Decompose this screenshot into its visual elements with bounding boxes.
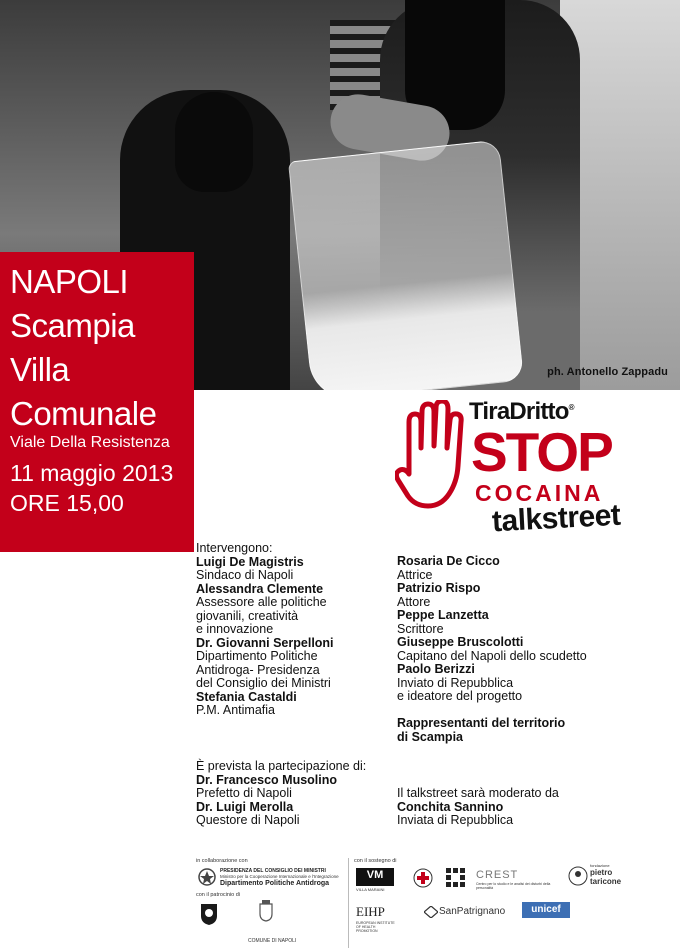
- speaker-role: Attore: [397, 594, 431, 609]
- pietro-label: fondazione: [590, 863, 610, 868]
- speaker-name: Giuseppe Bruscolotti: [397, 635, 524, 649]
- dipartimento-text: Dipartimento Politiche Antidroga: [220, 880, 330, 887]
- red-cross-icon: [413, 868, 433, 888]
- speaker-role: Dipartimento Politiche: [196, 649, 318, 663]
- ministro-text: Ministro per la Cooperazione Internazionale e l'Integrazione: [220, 874, 339, 879]
- region-crest-icon: [200, 902, 218, 926]
- moderator-name: Conchita Sannino: [397, 799, 504, 814]
- participant-name: Dr. Luigi Merolla: [196, 799, 294, 814]
- napoli-crest-icon: [258, 900, 274, 922]
- speaker-name: Paolo Berizzi: [397, 662, 475, 676]
- event-street: Viale Della Resistenza: [10, 434, 170, 451]
- italian-emblem-icon: [198, 868, 216, 886]
- location-line: Comunale: [10, 395, 157, 432]
- participation-intro: È prevista la partecipazione di:: [196, 759, 367, 773]
- villa-maraini-text: VILLA MARAINI: [356, 887, 385, 892]
- logo-talkstreet: talkstreet: [491, 498, 622, 539]
- pietro-taricone-icon: [568, 866, 588, 886]
- speaker-role: P.M. Antimafia: [196, 703, 275, 717]
- taricone-text: taricone: [590, 877, 622, 886]
- speaker-name: Peppe Lanzetta: [397, 608, 489, 622]
- crest-logo: CREST: [476, 869, 519, 881]
- presidenza-text: PRESIDENZA DEL CONSIGLIO DEI MINISTRI: [220, 868, 326, 874]
- moderator-role: Inviata di Repubblica: [397, 813, 514, 827]
- participant-role: Questore di Napoli: [196, 813, 300, 827]
- eihp-logo: EIHP: [356, 904, 385, 919]
- speaker-role: Capitano del Napoli dello scudetto: [397, 648, 587, 663]
- territory-line: Rappresentanti del territorio: [397, 716, 566, 730]
- speakers-intro: Intervengono:: [196, 541, 273, 555]
- participation: [196, 760, 366, 828]
- crest-sub: Centro per lo studio e le analisi dei disturbi della personalità: [476, 882, 551, 890]
- speaker-name: Dr. Giovanni Serpelloni: [196, 635, 334, 650]
- comune-text: COMUNE DI NAPOLI: [248, 938, 297, 944]
- moderation-intro: Il talkstreet sarà moderato da: [397, 786, 559, 800]
- event-date: 11 maggio 2013: [10, 460, 174, 486]
- footer-divider: [348, 858, 349, 948]
- hand-icon: [395, 400, 471, 512]
- sostegno-label: con il sostegno di: [354, 858, 397, 864]
- participant-role: Prefetto di Napoli: [196, 786, 292, 800]
- event-location: [10, 260, 156, 436]
- pietro-text: pietro: [590, 868, 613, 877]
- speaker-role: e ideatore del progetto: [397, 689, 523, 703]
- logo-stop: STOP: [471, 421, 612, 483]
- participant-name: Dr. Francesco Musolino: [196, 772, 338, 787]
- photo-credit: ph. Antonello Zappadu: [547, 366, 668, 378]
- eihp-sub: EUROPEAN INSTITUTE OF HEALTH PROMOTION: [356, 921, 395, 933]
- villa-maraini-logo: VM: [356, 868, 394, 886]
- speaker-role: Scrittore: [397, 621, 444, 636]
- sponsors-footer: [196, 858, 680, 948]
- speaker-name: Rosaria De Cicco: [397, 554, 500, 568]
- photo-figure-left-head: [175, 92, 253, 192]
- speaker-role: Inviato di Repubblica: [397, 675, 514, 690]
- territory-line: di Scampia: [397, 729, 463, 744]
- location-line: NAPOLI: [10, 263, 129, 300]
- speaker-role: Attrice: [397, 567, 433, 582]
- speaker-role: Antidroga- Presidenza: [196, 662, 320, 677]
- stop-cocaina-logo: [395, 398, 635, 548]
- speaker-name: Stefania Castaldi: [196, 689, 297, 704]
- speaker-role: giovanili, creatività: [196, 608, 299, 623]
- patrocinio-label: con il patrocinio di: [196, 892, 241, 898]
- speaker-role: e innovazione: [196, 622, 274, 636]
- speaker-role: Assessore alle politiche: [196, 595, 327, 609]
- moderation: [397, 787, 559, 828]
- speaker-name: Luigi De Magistris: [196, 554, 304, 569]
- registered-mark: ®: [568, 403, 574, 412]
- speaker-name: Patrizio Rispo: [397, 581, 481, 595]
- speaker-role: del Consiglio dei Ministri: [196, 676, 331, 690]
- speaker-role: Sindaco di Napoli: [196, 568, 294, 582]
- sanpatrignano-icon: [424, 906, 438, 918]
- speaker-name: Alessandra Clemente: [196, 581, 324, 596]
- photo-bag: [288, 140, 524, 390]
- speakers-right: [397, 555, 587, 744]
- collab-label: in collaborazione con: [196, 858, 248, 864]
- brand-text: TiraDritto: [469, 398, 569, 425]
- logo-cocaina: COCAINA: [475, 480, 604, 506]
- location-line: Scampia: [10, 307, 135, 344]
- unicef-logo: unicef: [522, 902, 570, 918]
- grid-logo-icon: [446, 868, 466, 888]
- event-info-box: [0, 252, 194, 552]
- event-time: ORE 15,00: [10, 490, 124, 516]
- location-line: Villa: [10, 351, 70, 388]
- speakers-left: [196, 542, 334, 718]
- sanpatrignano-logo: SanPatrignano: [439, 906, 506, 917]
